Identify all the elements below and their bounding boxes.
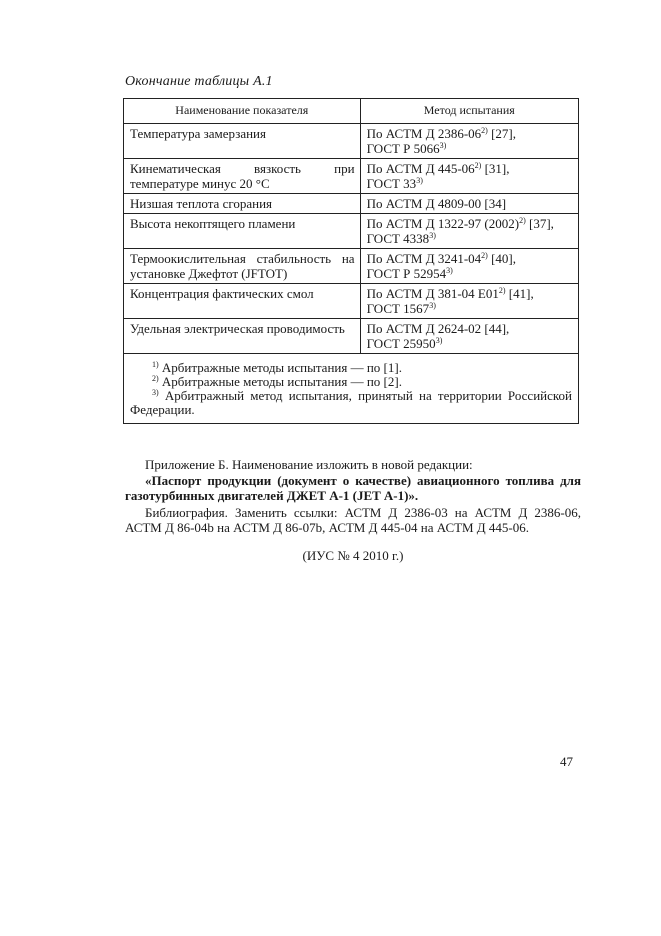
test-method: По АСТМ Д 381-04 Е01$^{2)}$ [41], ГОСТ 1567$^{3)}$ (360, 284, 578, 319)
header-method: Метод испытания (360, 99, 578, 124)
table-row (124, 159, 579, 194)
indicator-name: Термоокислительная стабильность на установке Джефтот (JFTOT) (124, 249, 361, 284)
table-header-row (124, 99, 579, 124)
ius-reference: (ИУС № 4 2010 г.) (302, 548, 404, 563)
page-number: 47 (560, 754, 573, 769)
indicator-name: Удельная электрическая проводимость (124, 319, 361, 354)
appendix-line: Приложение Б. Наименование изложить в новой редакции: (145, 457, 473, 472)
footnote: $^{1)}$ Арбитражные методы испытания — по [1]. (152, 360, 402, 375)
header-indicator: Наименование показателя (124, 99, 361, 124)
table-row (124, 194, 579, 214)
test-method: По АСТМ Д 2386-06$^{2)}$ [27], ГОСТ Р 5066$^{3)}$ (360, 124, 578, 159)
test-method: По АСТМ Д 2624-02 [44], ГОСТ 25950$^{3)}$ (360, 319, 578, 354)
indicator-name: Концентрация фактических смол (124, 284, 361, 319)
table-row (124, 124, 579, 159)
test-method: По АСТМ Д 445-06$^{2)}$ [31], ГОСТ 33$^{3)}$ (360, 159, 578, 194)
test-method: По АСТМ Д 1322-97 $(2002)^{2)}$ [37], ГОСТ 4338$^{3)}$ (360, 214, 578, 249)
footnotes-row (124, 354, 579, 424)
table-row (124, 284, 579, 319)
methods-table (123, 98, 579, 424)
indicator-name: Температура замерзания (124, 124, 361, 159)
table-row (124, 214, 579, 249)
footnotes (124, 354, 579, 424)
table-row (124, 319, 579, 354)
footnote: $^{2)}$ Арбитражные методы испытания — по [2]. (152, 374, 402, 389)
indicator-name: Кинематическая вязкость при температуре минус 20 °С (124, 159, 361, 194)
test-method: По АСТМ Д 4809-00 [34] (360, 194, 578, 214)
indicator-name: Высота некоптящего пламени (124, 214, 361, 249)
indicator-name: Низшая теплота сгорания (124, 194, 361, 214)
test-method: По АСТМ Д 3241-04$^{2)}$ [40], ГОСТ Р 52954$^{3)}$ (360, 249, 578, 284)
table-caption: Окончание таблицы А.1 (125, 74, 273, 89)
bibliography-paragraph: Библиография. Заменить ссылки: АСТМ Д 2386-03 на АСТМ Д 2386-06, АСТМ Д 86-04b на АСТМ Д 86-07b, АСТМ Д 445-04 на АСТМ Д 445-06. (125, 505, 581, 535)
table-row (124, 249, 579, 284)
footnote: $^{3)}$ Арбитражный метод испытания, принятый на территории Российской Федерации. (130, 388, 572, 417)
appendix-title: «Паспорт продукции (документ о качестве) авиационного топлива для газотурбинных двигателей ДЖЕТ А-1 (JET А-1)». (125, 473, 581, 503)
